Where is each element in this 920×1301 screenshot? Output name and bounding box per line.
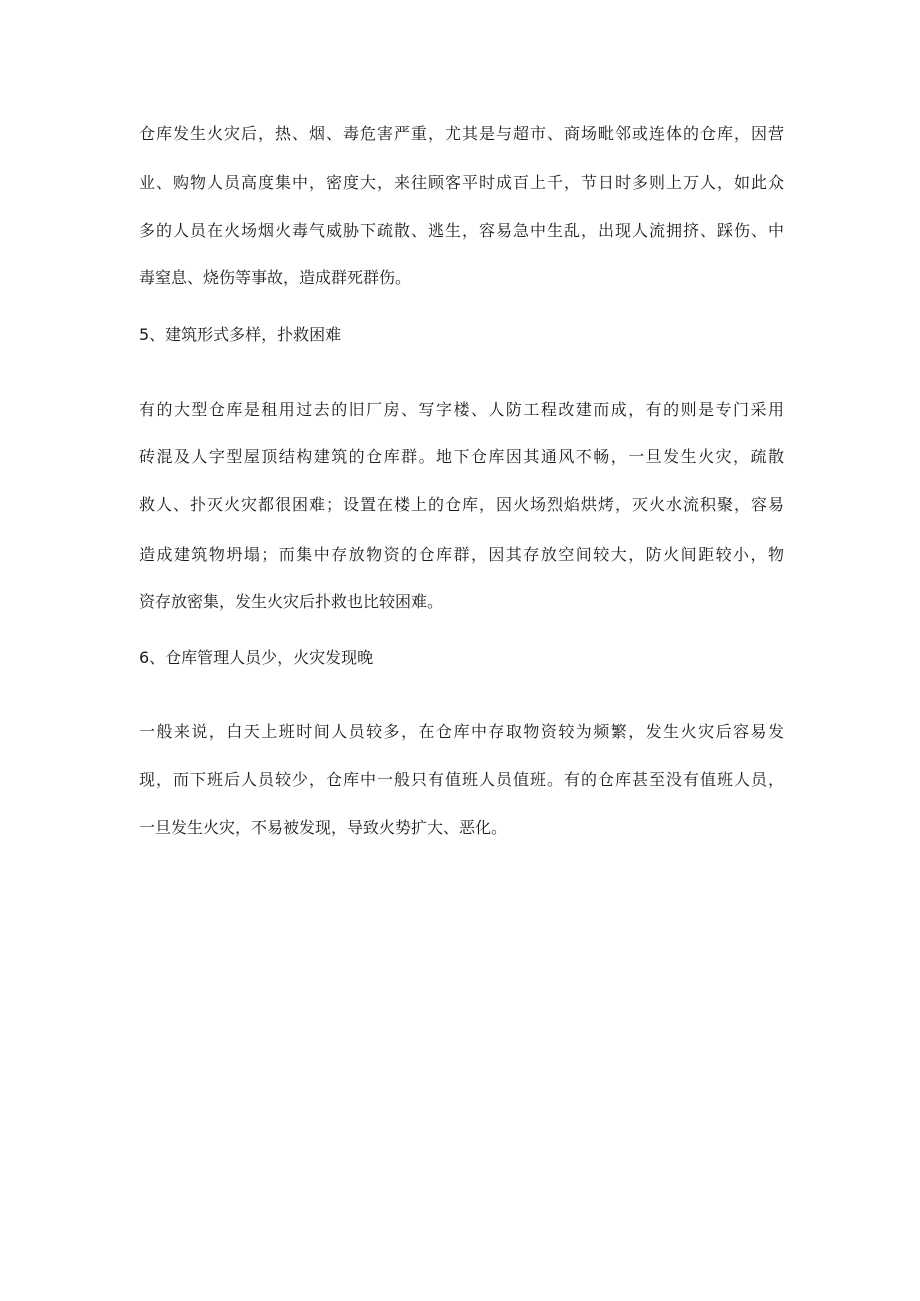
paragraph-3-line-2: 现，而下班后人员较少，仓库中一般只有值班人员值班。有的仓库甚至没有值班人员， <box>139 770 784 789</box>
paragraph-3-line-1: 一般来说，白天上班时间人员较多，在仓库中存取物资较为频繁，发生火灾后容易发 <box>139 722 784 741</box>
paragraph-2-line-4: 造成建筑物坍塌；而集中存放物资的仓库群，因其存放空间较大，防火间距较小，物 <box>139 545 784 564</box>
paragraph-1-line-1: 仓库发生火灾后，热、烟、毒危害严重，尤其是与超市、商场毗邻或连体的仓库，因营 <box>139 124 784 143</box>
section-heading-6: 6、仓库管理人员少，火灾发现晚 <box>139 648 374 667</box>
paragraph-2-line-1: 有的大型仓库是租用过去的旧厂房、写字楼、人防工程改建而成，有的则是专门采用 <box>139 400 784 419</box>
paragraph-1-line-2: 业、购物人员高度集中，密度大，来往顾客平时成百上千，节日时多则上万人，如此众 <box>139 173 784 192</box>
paragraph-2-line-2: 砖混及人字型屋顶结构建筑的仓库群。地下仓库因其通风不畅，一旦发生火灾，疏散 <box>139 447 784 466</box>
paragraph-2-line-3: 救人、扑灭火灾都很困难；设置在楼上的仓库，因火场烈焰烘烤，灭火水流积聚，容易 <box>139 495 784 514</box>
paragraph-3-line-3: 一旦发生火灾，不易被发现，导致火势扩大、恶化。 <box>139 818 508 837</box>
paragraph-2-line-5: 资存放密集，发生火灾后扑救也比较困难。 <box>139 592 444 611</box>
paragraph-1-line-3: 多的人员在火场烟火毒气威胁下疏散、逃生，容易急中生乱，出现人流拥挤、踩伤、中 <box>139 221 784 240</box>
paragraph-1-line-4: 毒窒息、烧伤等事故，造成群死群伤。 <box>139 268 412 287</box>
section-heading-5: 5、建筑形式多样，扑救困难 <box>139 325 342 344</box>
